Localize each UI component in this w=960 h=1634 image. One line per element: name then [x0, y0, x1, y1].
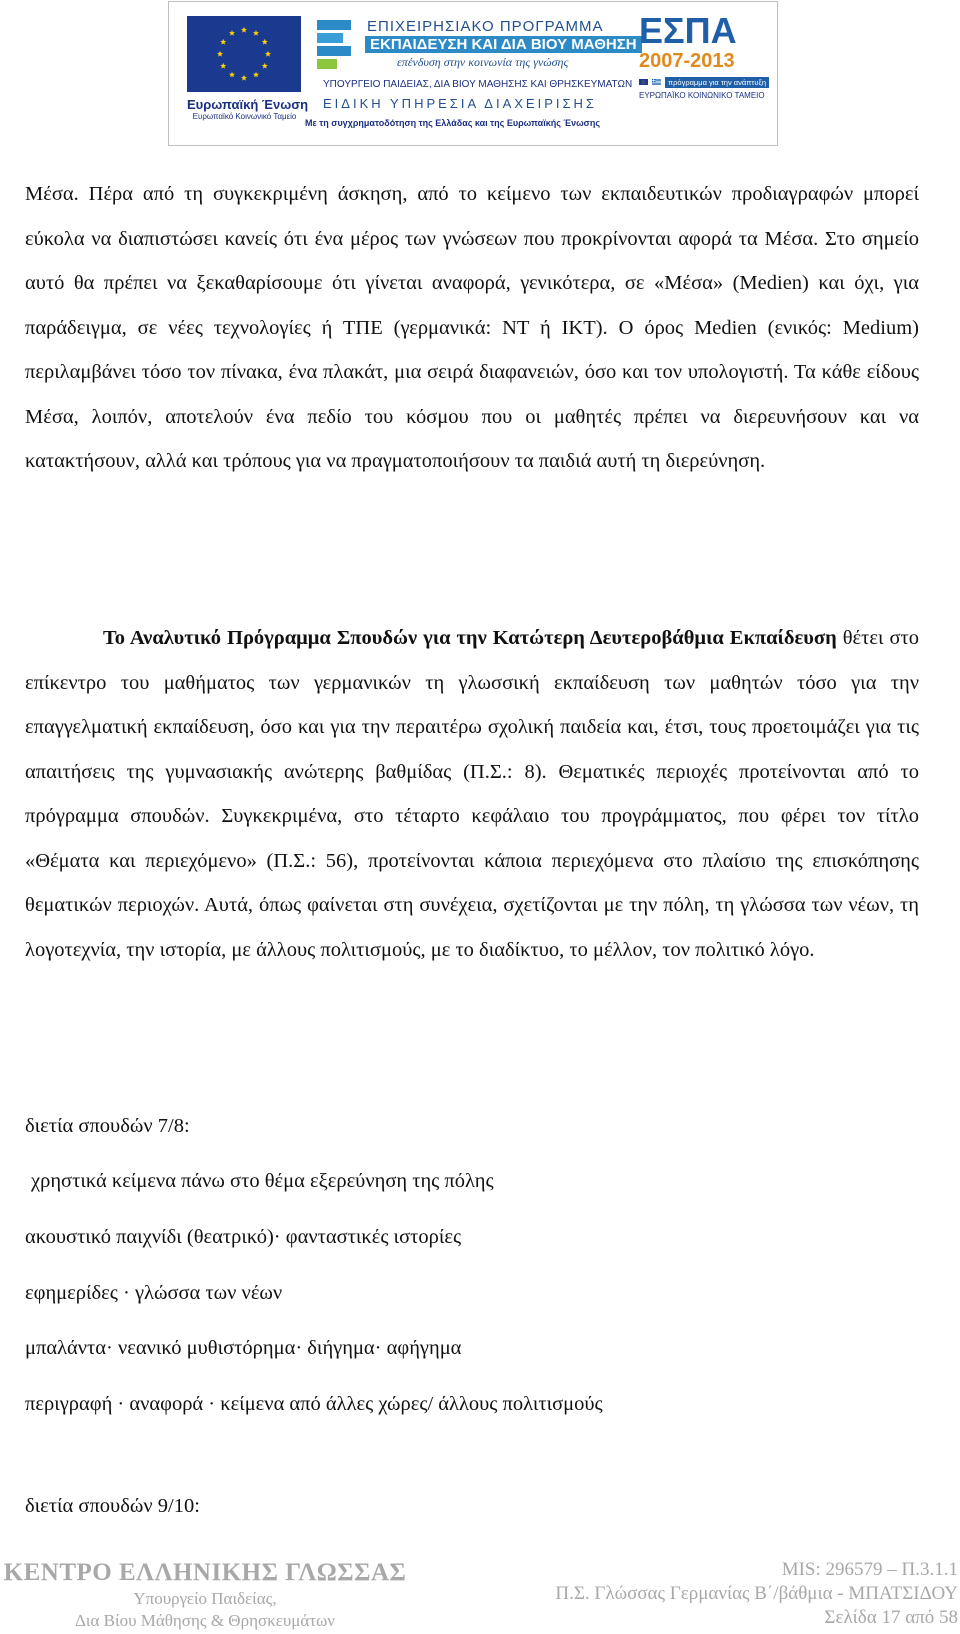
espa-years: 2007-2013: [639, 50, 735, 72]
list-item: ακουστικό παιχνίδι (θεατρικό)· φανταστικές ιστορίες: [25, 1226, 462, 1248]
service-name: ΕΙΔΙΚΗ ΥΠΗΡΕΣΙΑ ΔΙΑΧΕΙΡΙΣΗΣ: [323, 96, 597, 111]
program-slogan: επένδυση στην κοινωνία της γνώσης: [397, 55, 569, 69]
cofunding-note: Με τη συγχρηματοδότηση της Ελλάδας και της Ευρωπαϊκής Ένωσης: [305, 118, 601, 128]
program-name: ΕΚΠΑΙΔΕΥΣΗ ΚΑΙ ΔΙΑ ΒΙΟΥ ΜΑΘΗΣΗ: [365, 36, 642, 53]
espa-tagline: πρόγραμμα για την ανάπτυξη: [665, 77, 769, 88]
footer-mis: MIS: 296579 – Π.3.1.1: [781, 1559, 958, 1580]
espa-flag-row: [639, 76, 769, 88]
eu-mini-flag-icon: [639, 76, 648, 88]
footer-org-name: ΚΕΝΤΡΟ ΕΛΛΗΝΙΚΗΣ ΓΛΩΣΣΑΣ: [3, 1559, 407, 1586]
espa-fund: ΕΥΡΩΠΑΪΚΟ ΚΟΙΝΩΝΙΚΟ ΤΑΜΕΙΟ: [639, 91, 765, 100]
list-item: μπαλάντα· νεανικό μυθιστόρημα· διήγημα· αφήγημα: [25, 1337, 462, 1359]
list-heading-grades-9-10: διετία σπουδών 9/10:: [25, 1495, 200, 1517]
footer-organization: [0, 1558, 410, 1632]
list-heading-grades-7-8: διετία σπουδών 7/8:: [25, 1115, 190, 1137]
footer-document-info: [555, 1558, 958, 1630]
list-item: εφημερίδες · γλώσσα των νέων: [25, 1282, 283, 1304]
ministry-name: ΥΠΟΥΡΓΕΙΟ ΠΑΙΔΕΙΑΣ, ΔΙΑ ΒΙΟΥ ΜΑΘΗΣΗΣ ΚΑΙ ΘΡΗΣΚΕΥΜΑΤΩΝ: [323, 79, 633, 90]
eu-fund-caption: Ευρωπαϊκό Κοινωνικό Ταμείο: [192, 112, 297, 121]
greek-flag-icon: [652, 76, 661, 88]
header-banner: [168, 1, 778, 146]
curriculum-title: Το Αναλυτικό Πρόγραμμα Σπουδών για την Κατώτερη Δευτεροβάθμια Εκπαίδευση: [103, 627, 837, 649]
espa-title: ΕΣΠΑ: [639, 10, 737, 51]
footer-ministry-line2: Δια Βίου Μάθησης & Θρησκευμάτων: [75, 1611, 335, 1630]
body-paragraph: Μέσα. Πέρα από τη συγκεκριμένη άσκηση, από το κείμενο των εκπαιδευτικών προδιαγραφών μπορεί εύκολα να διαπιστώσει κανείς ότι ένα μέρος των γνώσεων που προκρίνονται αφορά τα Μέσα. Στο σημείο αυτό θα πρέπει να ξεκαθαρίσουμε ότι γίνεται αναφορά, γενικότερα, σε «Μέσα» (Medien) και όχι, για παράδειγμα, σε νέες τεχνολογίες ή ΤΠΕ (γερμανικά: NT ή IKT). Ο όρος Medien (ενικός: Medium) περιλαμβάνει τόσο τον πίνακα, ένα πλακάτ, μια σειρά διαφανειών, όσο και τον υπολογιστή. Τα κάθε είδους Μέσα, λοιπόν, αποτελούν ένα πεδίο του κόσμου που οι μαθητές πρέπει να διερευνήσουν και να κατακτήσουν, αλλά και τρόπους για να πραγματοποιήσουν τα παιδιά αυτή τη διερεύνηση.: [25, 183, 919, 472]
footer-page-number: Σελίδα 17 από 58: [824, 1607, 958, 1628]
espa-logo: [639, 12, 769, 100]
curriculum-text: θέτει στο επίκεντρο του μαθήματος των γερμανικών τη γλωσσική εκπαίδευση των μαθητών τόσο για την επαγγελματική εκπαίδευση, όσο και για την περαιτέρω σχολική παιδεία και, έτσι, τους προετοιμάζει για τις απαιτήσεις της γυμνασιακής ανώτερης βαθμίδας (Π.Σ.: 8). Θεματικές περιοχές προτείνονται από το πρόγραμμα σπουδών. Συγκεκριμένα, στο τέταρτο κεφάλαιο του προγράμματος, που φέρει τον τίτλο «Θέματα και περιεχόμενο» (Π.Σ.: 56), προτείνονται κάποια περιεχόμενα στο πλαίσιο της επισκόπησης θεματικών περιοχών. Αυτά, όπως φαίνεται στη συνέχεια, σχετίζονται με την πόλη, τη γλώσσα των νέων, τη λογοτεχνία, την ιστορία, με άλλους πολιτισμούς, με το διαδίκτυο, το μέλλον, τον πολιτικό λόγο.: [25, 627, 919, 961]
eu-caption: Ευρωπαϊκή Ένωση: [187, 97, 309, 112]
eu-logo: [187, 16, 309, 121]
footer-ministry-line1: Υπουργείο Παιδείας,: [133, 1589, 277, 1608]
list-item: περιγραφή · αναφορά · κείμενα από άλλες χώρες/ άλλους πολιτισμούς: [25, 1393, 603, 1415]
body-paragraph-curriculum: [25, 616, 919, 972]
eu-flag-icon: [187, 16, 301, 92]
program-mark-icon: [317, 20, 351, 72]
program-title: ΕΠΙΧΕΙΡΗΣΙΑΚΟ ΠΡΟΓΡΑΜΜΑ: [367, 18, 604, 35]
footer-doc-title: Π.Σ. Γλώσσας Γερμανίας Β΄/βάθμια - ΜΠΑΤΣΙΔΟΥ: [555, 1583, 958, 1604]
list-item: χρηστικά κείμενα πάνω στο θέμα εξερεύνηση της πόλης: [31, 1170, 494, 1192]
